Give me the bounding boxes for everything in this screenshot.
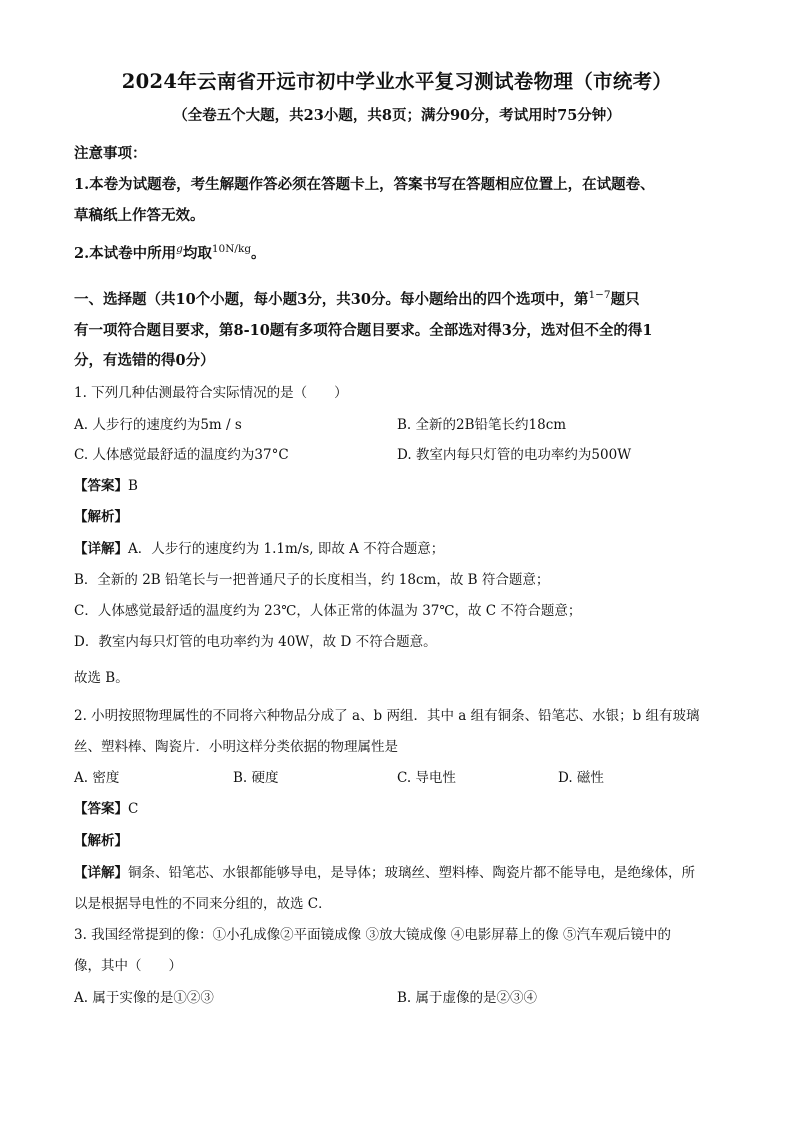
q2-detail-b: 以是根据导电性的不同来分组的，故选 C． [74,896,332,912]
q1-stem: 1. 下列几种估测最符合实际情况的是（ ） [74,385,348,401]
q3-option-a: A. 属于实像的是①②③ [74,990,214,1006]
q1-conclusion: 故选 B。 [74,670,129,686]
notice-item-2 [74,242,266,263]
section1-line1-post: 题只 [610,291,640,308]
gravity-symbol: g [176,243,183,255]
q2-detail-a [74,861,695,881]
notice-heading: 注意事项： [74,145,147,162]
q1-detail-c: C．人体感觉最舒适的温度约为 23℃，人体正常的体温为 37℃，故 C 不符合题意； [74,603,582,619]
q2-option-b: B. 硬度 [233,770,279,786]
q1-detail-tag: 【详解】 [74,541,128,557]
q1-detail-a [74,537,444,557]
section1-line1-pre: 一、选择题（共10个小题，每小题3分，共30分。每小题给出的四个选项中，第 [74,291,589,308]
q1-option-a: A. 人步行的速度约为5m / s [74,417,242,433]
q2-answer [74,797,138,817]
q2-detail-a-text: 铜条、铅笔芯、水银都能够导电，是导体；玻璃丝、塑料棒、陶瓷片都不能导电，是绝缘体，所 [128,865,695,881]
q3-stem-a: 3. 我国经常提到的像：①小孔成像②平面镜成像 ③放大镜成像 ④电影屏幕上的像 ⑤汽车观后镜中的 [74,927,672,943]
section1-line2: 有一项符合题目要求，第8-10题有多项符合题目要求。全部选对得3分，选对但不全的得1 [74,322,653,339]
section1-range: 1−7 [588,289,611,301]
q1-option-c: C. 人体感觉最舒适的温度约为37°C [74,447,289,463]
page-subtitle: （全卷五个大题，共23小题，共8页；满分90分，考试用时75分钟） [173,107,621,124]
q2-detail-tag: 【详解】 [74,865,128,881]
section1-line3: 分，有选错的得0分） [74,352,215,369]
q2-analysis-tag: 【解析】 [74,833,128,849]
notice-item-1b: 草稿纸上作答无效。 [74,207,205,224]
notice-item-1a: 1.本卷为试题卷，考生解题作答必须在答题卡上，答案书写在答题相应位置上，在试题卷、 [74,176,655,193]
q1-analysis-tag: 【解析】 [74,509,128,525]
q2-answer-tag: 【答案】 [74,801,128,817]
q2-stem-a: 2. 小明按照物理属性的不同将六种物品分成了 a、b 两组．其中 a 组有铜条、铅笔芯、水银；b 组有玻璃 [74,708,700,724]
notice-item-2-pre: 2.本试卷中所用 [74,245,177,262]
q1-answer-value: B [128,478,138,494]
q1-option-b: B. 全新的2B铅笔长约18cm [397,417,567,433]
q2-option-d: D. 磁性 [558,770,604,786]
q1-detail-d: D．教室内每只灯管的电功率约为 40W，故 D 不符合题意。 [74,634,437,650]
page-title: 2024年云南省开远市初中学业水平复习测试卷物理（市统考） [121,70,673,93]
q1-detail-b: B．全新的 2B 铅笔长与一把普通尺子的长度相当，约 18cm，故 B 符合题意； [74,572,550,588]
q1-answer [74,474,138,494]
q3-stem-b: 像，其中（ ） [74,958,182,974]
q1-option-d: D. 教室内每只灯管的电功率约为500W [397,447,632,463]
notice-item-2-end: 。 [251,245,266,262]
q1-answer-tag: 【答案】 [74,478,128,494]
q2-stem-b: 丝、塑料棒、陶瓷片．小明这样分类依据的物理属性是 [74,739,398,755]
q1-detail-a-text: A．人步行的速度约为 1.1m/s, 即故 A 不符合题意； [128,541,445,557]
notice-item-2-mid: 均取 [182,245,212,262]
q2-option-a: A. 密度 [74,770,120,786]
q2-option-c: C. 导电性 [397,770,456,786]
section1-line1 [74,288,640,309]
q2-answer-value: C [128,801,139,817]
gravity-value: 10N/kg [211,243,252,255]
q3-option-b: B. 属于虚像的是②③④ [397,990,538,1006]
